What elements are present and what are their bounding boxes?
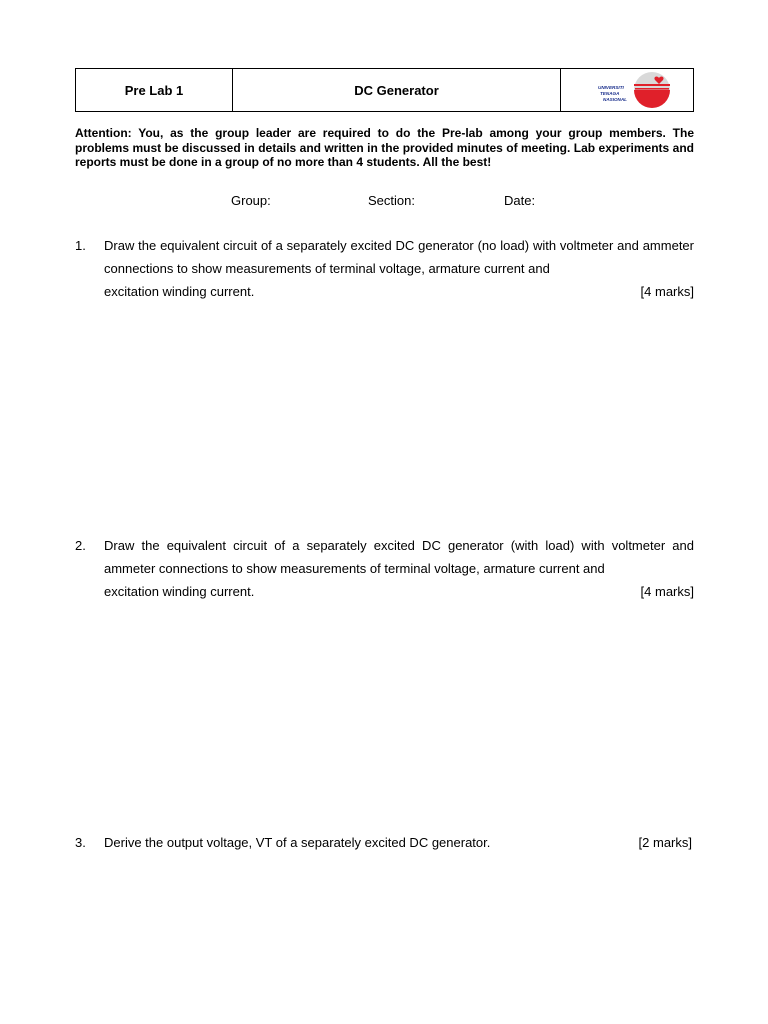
logo-text-3: NASIONAL	[603, 97, 627, 102]
question-number: 2.	[75, 538, 86, 553]
question-text: Derive the output voltage, VT of a separately excited DC generator.	[104, 835, 491, 850]
subject-title: DC Generator	[233, 69, 561, 111]
question-marks: [4 marks]	[640, 584, 694, 599]
uniten-logo-icon	[572, 70, 682, 110]
logo-text-1: UNIVERSITI	[598, 85, 624, 90]
question-text-last: excitation winding current.	[104, 584, 255, 599]
question-2	[75, 534, 694, 603]
lab-title: Pre Lab 1	[76, 69, 233, 111]
logo-text-2: TENAGA	[600, 91, 620, 96]
date-label: Date:	[504, 193, 536, 208]
section-label: Section:	[368, 193, 415, 208]
question-marks: [4 marks]	[640, 284, 694, 299]
question-text: Draw the equivalent circuit of a separately excited DC generator (no load) with voltmeter and ammeter connections to show measurements of terminal voltage, armature current and	[104, 238, 694, 276]
question-marks: [2 marks]	[638, 835, 692, 850]
attention-text: Attention: You, as the group leader are required to do the Pre-lab among your group members. The problems must be discussed in details and written in the provided minutes of meeting. Lab experiments and reports must be done in a group of no more than 4 students. All the best!	[75, 126, 694, 169]
question-1	[75, 234, 694, 303]
header-table	[75, 68, 694, 112]
question-number: 1.	[75, 238, 86, 253]
question-text-last: excitation winding current.	[104, 284, 255, 299]
group-label: Group:	[231, 193, 271, 208]
question-3	[75, 835, 692, 850]
university-logo	[561, 69, 693, 111]
question-text: Draw the equivalent circuit of a separately excited DC generator (with load) with voltmeter and ammeter connections to show measurements of terminal voltage, armature current and	[104, 538, 694, 576]
question-number: 3.	[75, 835, 86, 850]
